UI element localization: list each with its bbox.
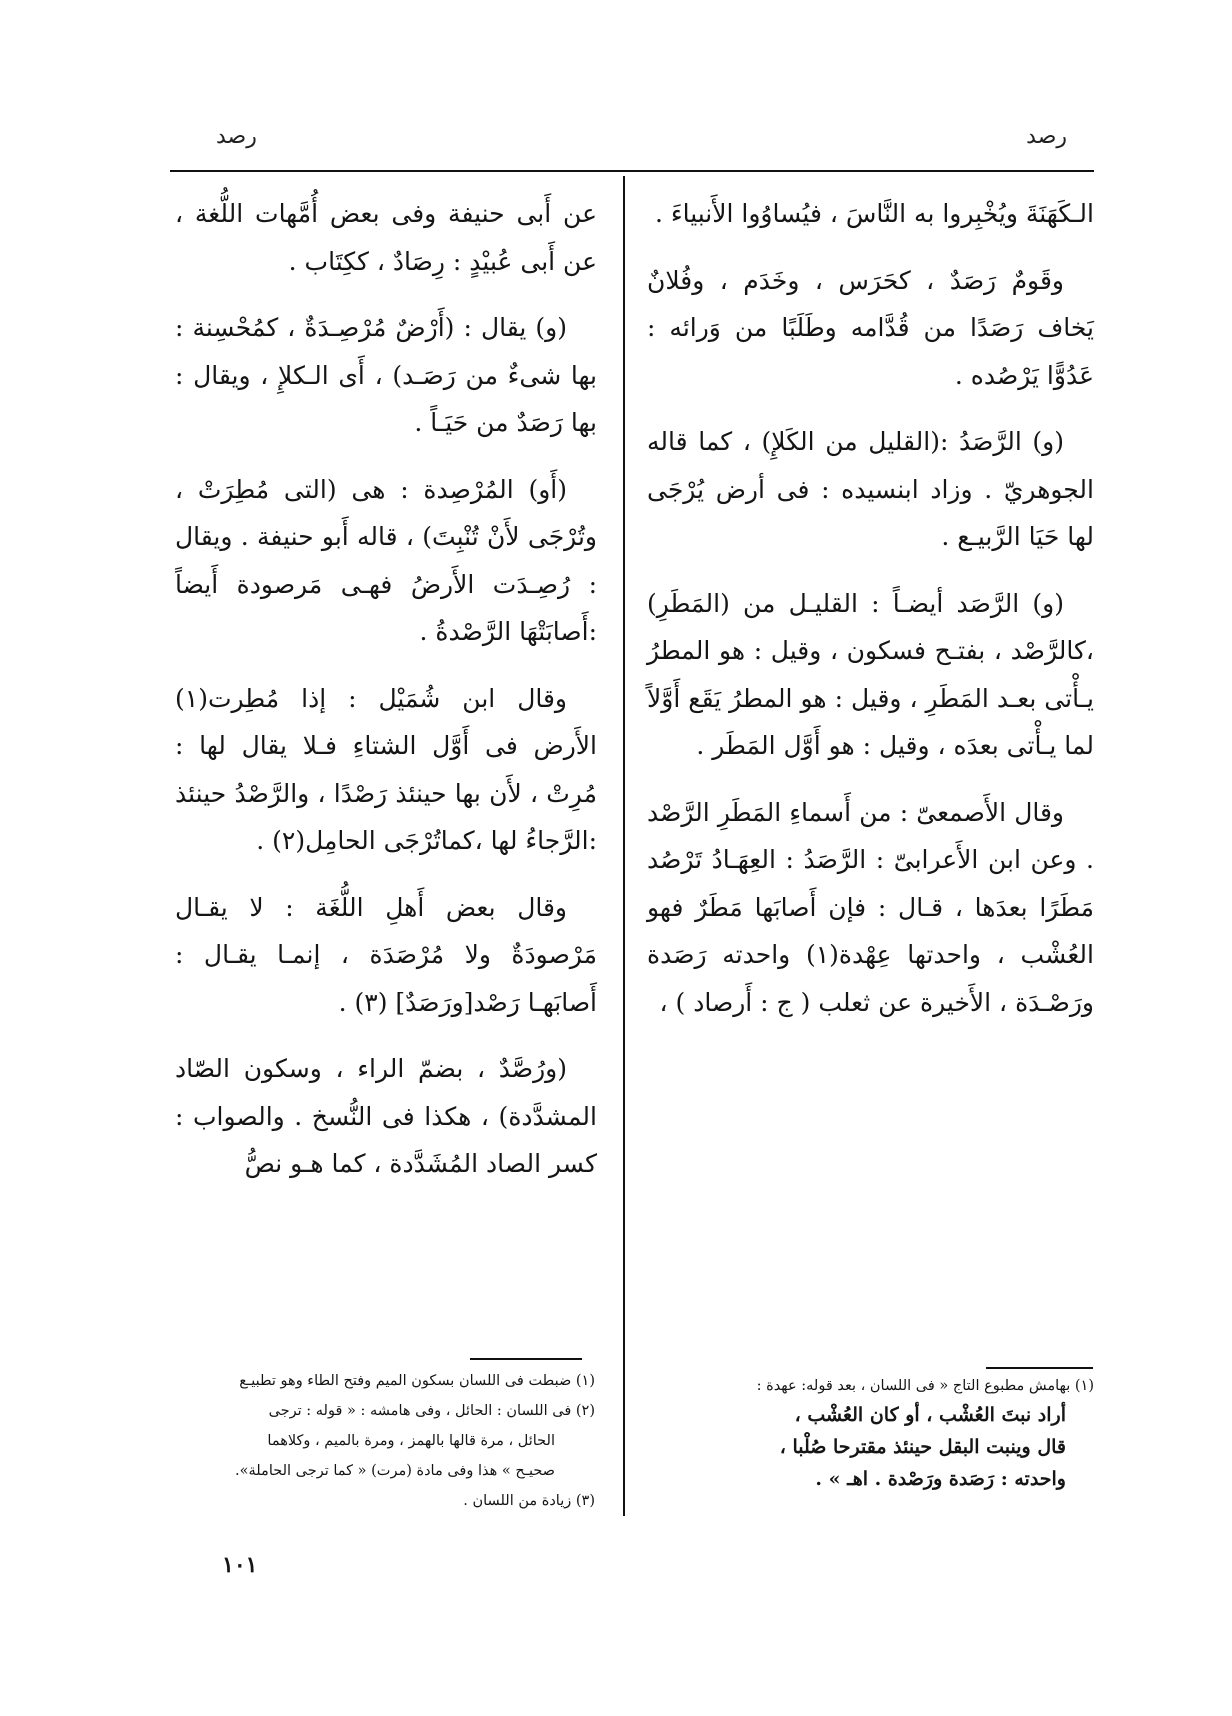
- paragraph: وقال ابن شُمَيْل : إذا مُطِرت(١) الأَرض فى أَوَّل الشتاءِ فـلا يقال لها : مُرِتْ ، لأَن بها حينئذ رَصْدًا ، والرَّصْدُ حينئذ :الرَّجاءُ لها ،كماتُرْجَى الحامِل(٢) .: [175, 683, 597, 855]
- paragraph: (و) يقال : (أَرْضٌ مُرْصِـدَةٌ ، كمُحْسِنة : بها شىءٌ من رَصَـد) ، أَى الـكلإِ ، ويقال : بها رَصَدٌ من حَيَـاً .: [175, 313, 597, 437]
- paragraph: عن أَبى حنيفة وفى بعض أُمَّهات اللُّغة ، عن أَبى عُبيْدٍ : رِصَادٌ ، ككِتَاب .: [175, 199, 597, 276]
- footnote-quote-line: واحدته : رَصَدة ورَصْدة . اهـ » .: [815, 1468, 1066, 1490]
- paragraph: وقَومٌ رَصَدٌ ، كحَرَس ، وخَدَم ، وفُلانٌ يَخاف رَصَدًا من قُدَّامه وطَلَبًا من وَرائه : عَدُوًّا يَرْصُده .: [647, 265, 1094, 390]
- page-number: ١٠١: [222, 1552, 258, 1578]
- footnote-rule-left: [470, 1358, 582, 1360]
- footnote-quote-line: أراد نبتَ العُشْب ، أو كان العُشْب ،: [794, 1404, 1066, 1426]
- footnote: (١) بهامش مطبوع التاج « فى اللسان ، بعد قوله: عهدة :: [756, 1378, 1094, 1394]
- paragraph: وقال الأَصمعىّ : من أَسماءِ المَطَرِ الرَّصْد . وعن ابن الأَعرابىّ : الرَّصَدُ : العِهَـادُ تَرْصُد مَطَرًا بعدَها ، قـال : فإن أَصابَها مَطَرٌ فهو العُشْب ، واحدتها عِهْدة(١) واحدته رَصَدة ورَصْـدَة ، الأَخيرة عن ثعلب ( ج : أَرصاد ) ،: [647, 797, 1094, 1017]
- paragraph: (و) الرَّصَدُ :(القليل من الكَلإِ) ، كما قاله الجوهريّ . وزاد ابنسيده : فى أرض يُرْجَى لها حَيَا الرَّبيـع .: [647, 427, 1094, 551]
- paragraph: وقال بعض أَهلِ اللُّغَة : لا يقـال مَرْصودَةٌ ولا مُرْصَدَة ، إنمـا يقـال : أَصابَهـا رَصْد[ورَصَدٌ] (٣) .: [175, 892, 597, 1017]
- right-column: [647, 190, 1094, 1045]
- left-column: [175, 190, 597, 1207]
- header-rule: [170, 170, 1094, 172]
- footnote: (٣) زيادة من اللسان .: [463, 1493, 595, 1509]
- paragraph: (ورُصَّدٌ ، بضمّ الراء ، وسكون الصّاد المشدَّدة) ، هكذا فى النُّسخ . والصواب : كسر الصاد المُشَدَّدة ، كما هـو نصُّ: [175, 1054, 597, 1178]
- paragraph: الـكَهَنَةَ ويُخْبِروا به النَّاسَ ، فيُساوُوا الأَنبياءَ .: [654, 199, 1094, 228]
- footnotes-left: [185, 1366, 595, 1516]
- footnote: (١) ضبطت فى اللسان بسكون الميم وفتح الطاء وهو تطبيـع: [239, 1373, 595, 1389]
- paragraph: (أَو) المُرْصِدة : هى (التى مُطِرَتْ ، وتُرْجَى لأَنْ تُنْبِتَ) ، قاله أَبو حنيفة . ويقال : رُصِـدَت الأَرضُ فهـى مَرصودة أَيضاً :أَصابَتْهَا الرَّصْدةُ .: [175, 474, 597, 646]
- running-head-right: رصد: [1026, 124, 1067, 149]
- footnotes-right: [644, 1374, 1094, 1494]
- footnote-continuation: صحيـح » هذا وفى مادة (مرت) « كما ترجى الحاملة».: [235, 1463, 555, 1479]
- running-head-left: رصد: [216, 124, 257, 149]
- footnote: (٢) فى اللسان : الحائل ، وفى هامشه : « قوله : ترجى: [268, 1403, 595, 1419]
- footnote-continuation: الحائل ، مرة قالها بالهمز ، ومرة بالميم ، وكلاهما: [267, 1433, 555, 1449]
- footnote-quote-line: قال وينبت البقل حينئذ مقترحا صُلْبا ،: [779, 1436, 1066, 1458]
- footnote-rule-right: [986, 1367, 1093, 1369]
- paragraph: (و) الرَّصَد أيضـاً : القليـل من (المَطَرِ) ،كالرَّصْد ، بفتـح فسكون ، وقيل : هو المطرُ يـأْتى بعـد المَطَرِ ، وقيل : هو المطرُ يَقَع أَوَّلاً لما يـأْتى بعدَه ، وقيل : هو أَوَّل المَطَر .: [647, 588, 1094, 760]
- column-divider: [623, 176, 625, 1516]
